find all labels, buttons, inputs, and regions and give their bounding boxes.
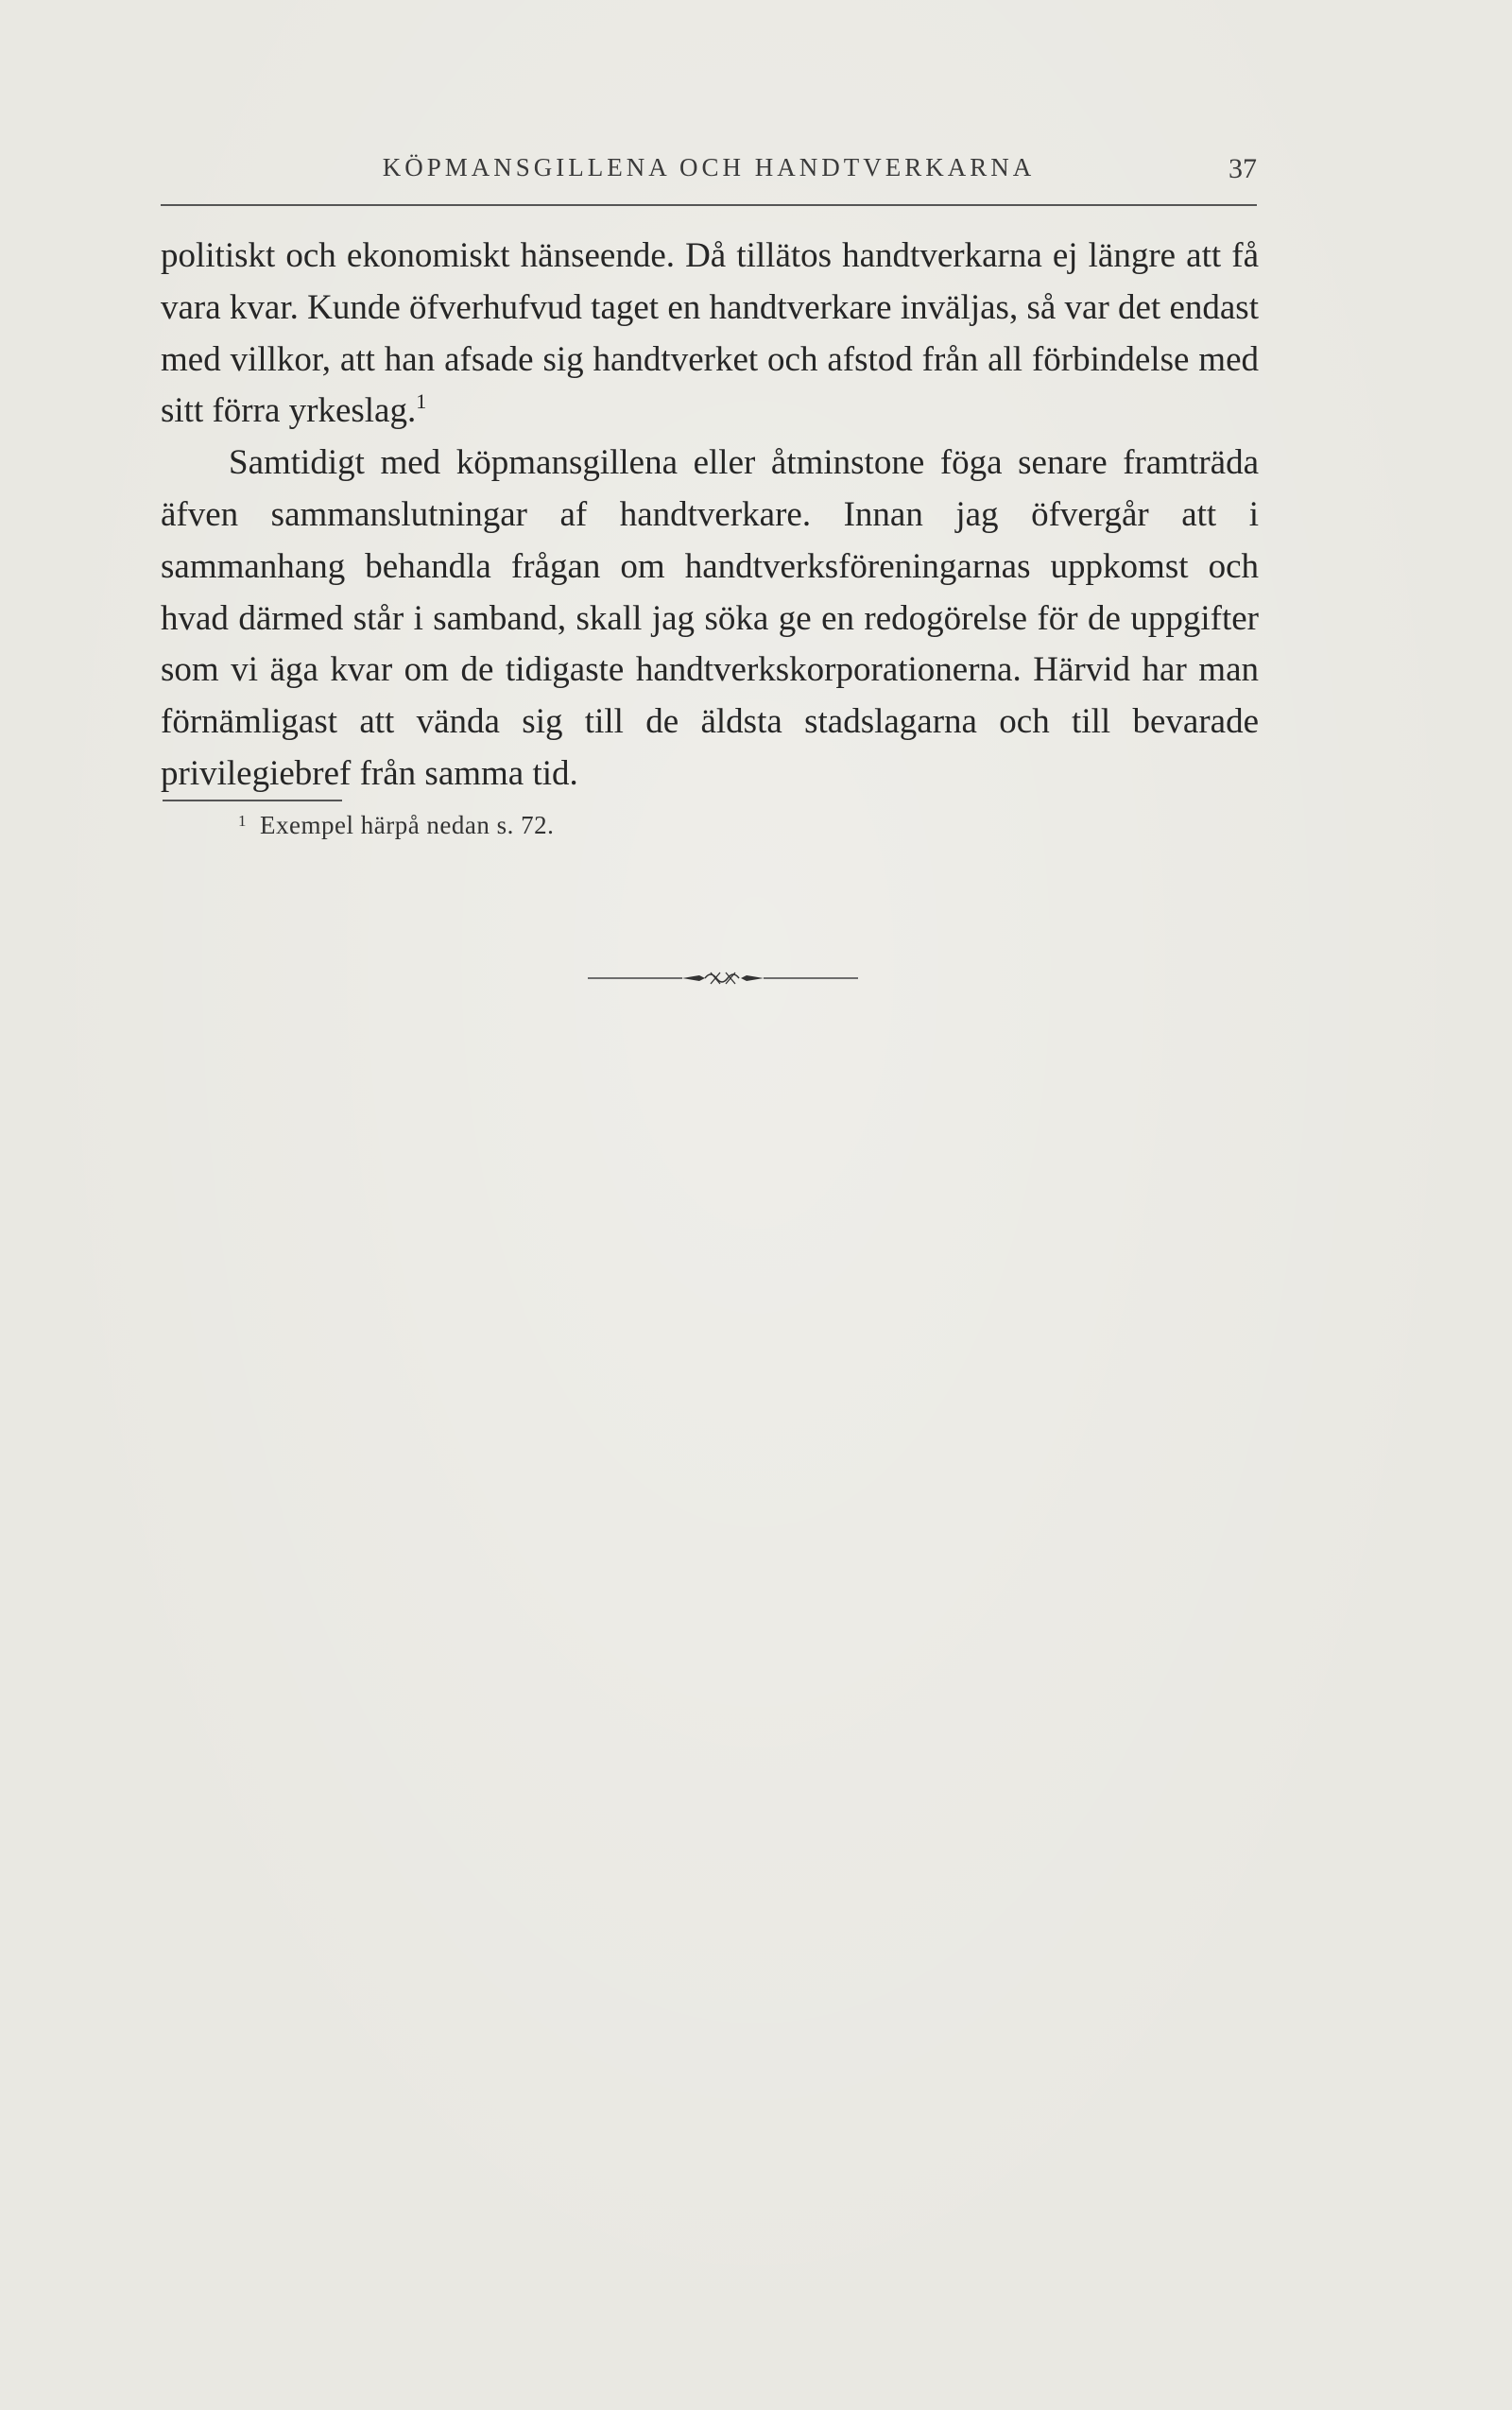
running-title: KÖPMANSGILLENA OCH HANDTVERKARNA <box>382 153 1036 181</box>
footnote-text: Exempel härpå nedan s. 72. <box>260 811 555 839</box>
page-number: 37 <box>1228 153 1257 184</box>
paragraph-1-text: politiskt och ekonomiskt hänseende. Då tillätos handtverkarna ej längre att få vara kvar. Kunde öfverhufvud taget en handtverkare inväljas, så var det endast med villkor, att han afsade sig handtverket och afstod från all förbindelse med sitt förra yrkeslag. <box>161 236 1259 431</box>
paragraph-2: Samtidigt med köpmansgillena eller åtminstone föga senare framträda äfven sammanslutningar af handtverkare. Innan jag öfvergår att i sammanhang behandla frågan om handtverksföreningarnas uppkomst och hvad därmed står i samband, skall jag söka ge en redogörelse för de uppgifter som vi äga kvar om de tidigaste handtverkskorporationerna. Härvid har man förnämligast att vända sig till de äldsta stadslagarna och till bevarade privilegiebref från samma tid. <box>161 443 1259 793</box>
section-end-ornament <box>588 964 858 992</box>
body-text <box>161 231 1259 800</box>
header-rule <box>161 204 1257 206</box>
footnote-rule <box>163 800 342 801</box>
footnote-marker: 1 <box>238 812 247 830</box>
footnote-reference: 1 <box>416 389 427 414</box>
page-header <box>161 153 1257 191</box>
footnote <box>238 811 554 840</box>
paragraph-1 <box>161 231 1259 438</box>
